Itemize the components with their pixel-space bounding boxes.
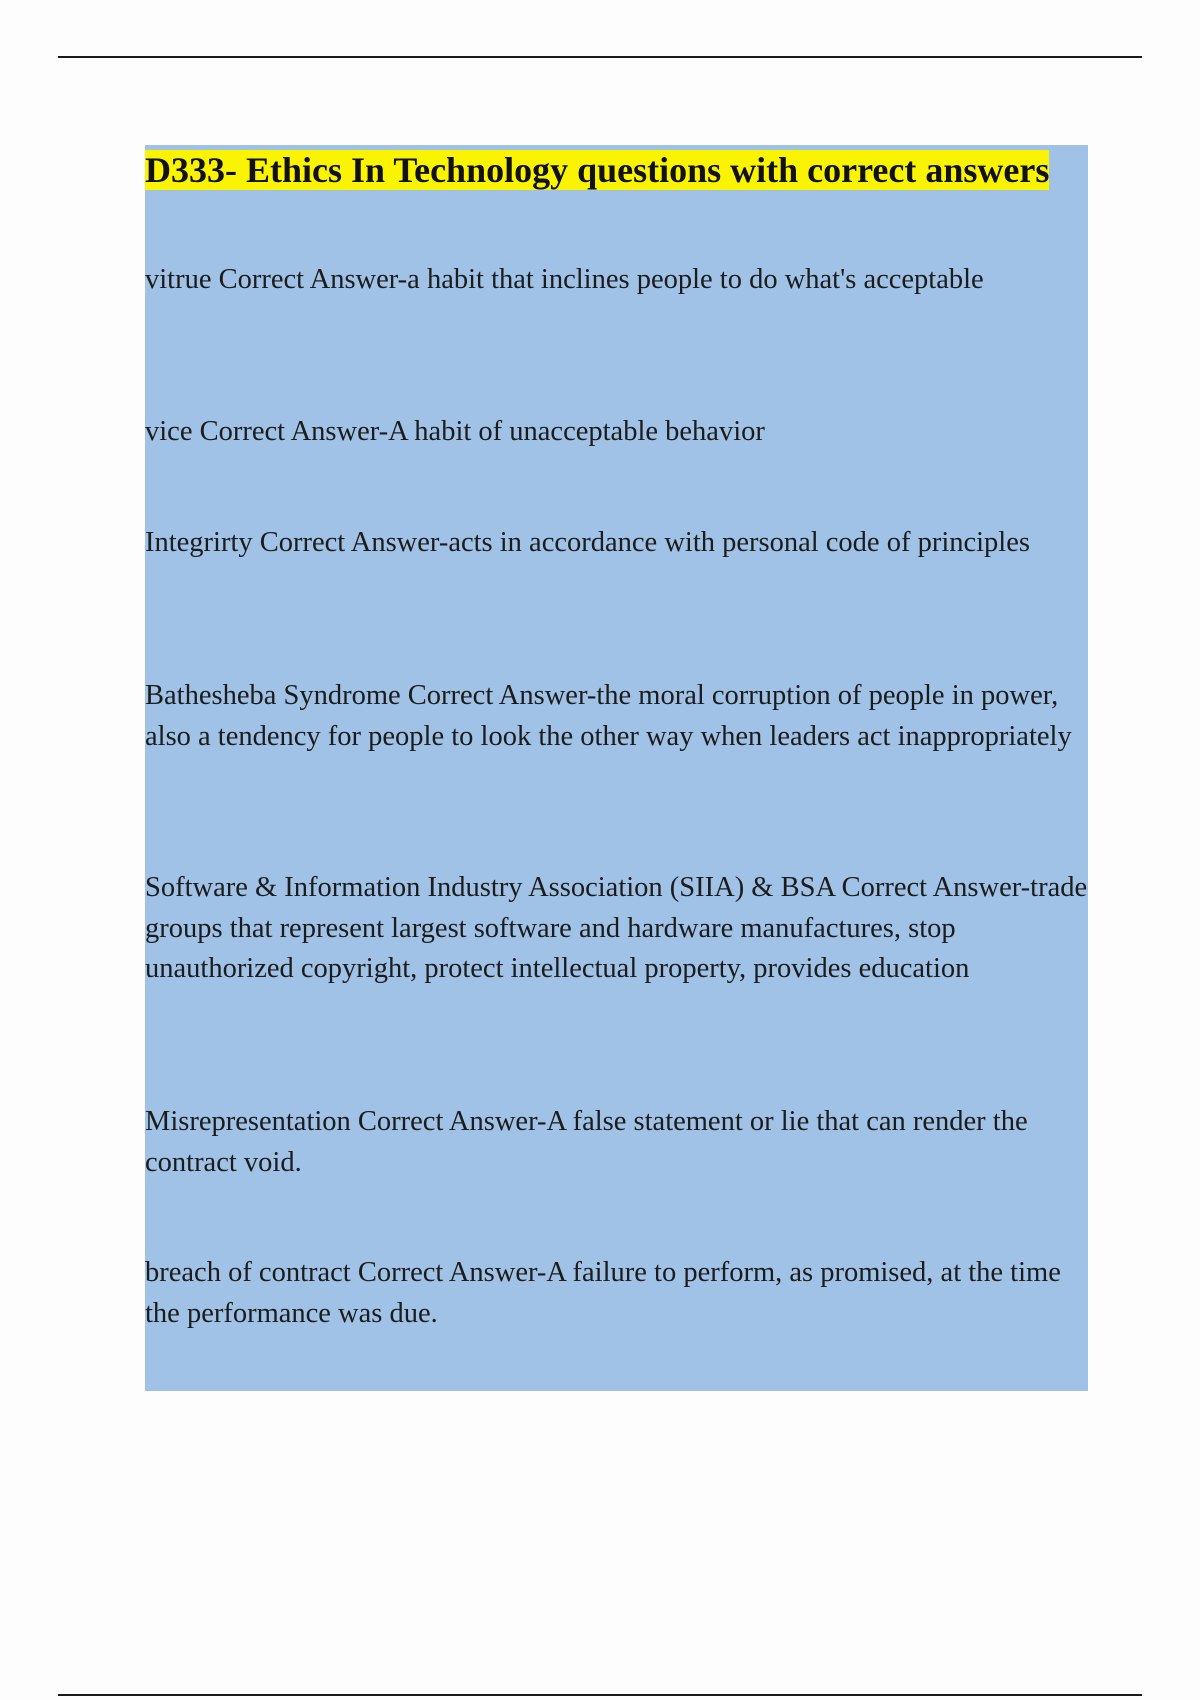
qa-entry-breach-of-contract: breach of contract Correct Answer-A failure to perform, as promised, at the time the performance was due. bbox=[145, 1257, 1061, 1329]
qa-entry-misrepresentation: Misrepresentation Correct Answer-A false statement or lie that can render the contract void. bbox=[145, 1106, 1028, 1178]
qa-entry-virtue: vitrue Correct Answer-a habit that inclines people to do what's acceptable bbox=[145, 264, 984, 295]
header-rule bbox=[58, 56, 1142, 58]
qa-entry-bathsheba-syndrome: Bathesheba Syndrome Correct Answer-the moral corruption of people in power, also a tendency for people to look the other way when leaders act inappropriately bbox=[145, 680, 1072, 752]
qa-content-box bbox=[145, 145, 1088, 1391]
qa-entry-integrity: Integrirty Correct Answer-acts in accordance with personal code of principles bbox=[145, 527, 1030, 558]
title-highlight: D333- Ethics In Technology questions with correct answers bbox=[145, 150, 1050, 190]
qa-entry-vice: vice Correct Answer-A habit of unacceptable behavior bbox=[145, 416, 765, 447]
document-title bbox=[145, 145, 1088, 196]
qa-entry-siia-bsa: Software & Information Industry Association (SIIA) & BSA Correct Answer-trade groups that represent largest software and hardware manufactures, stop unauthorized copyright, protect intellectual property, provides education bbox=[145, 872, 1088, 984]
footer-rule bbox=[58, 1694, 1142, 1696]
